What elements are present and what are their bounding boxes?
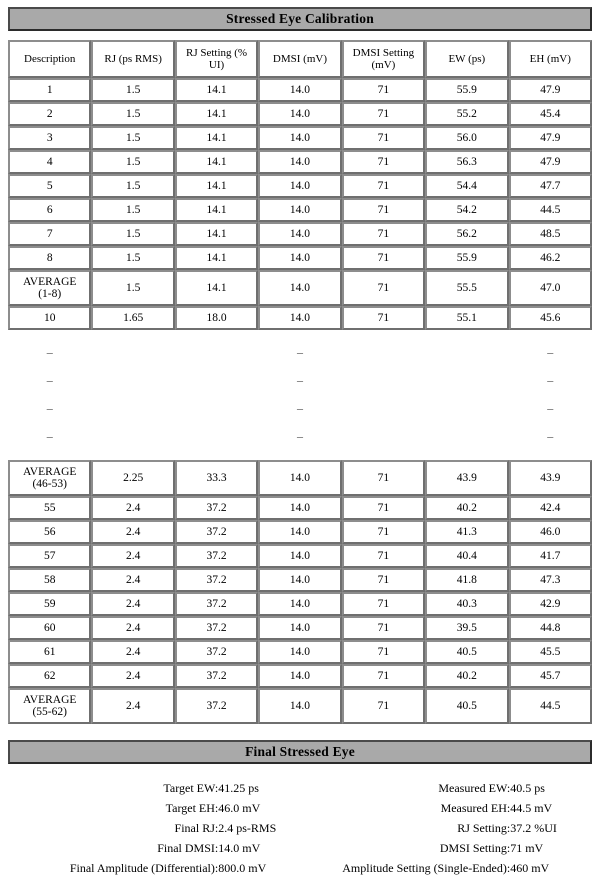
cell-dmsi: 14.0 [258,246,341,270]
final-value-measured-eh: 44.5 mV [510,801,553,815]
cell-ew [425,423,508,451]
cell-dmsi-setting: 71 [342,496,425,520]
cell-dmsi: 14.0 [258,174,341,198]
final-value-final-dmsi: 14.0 mV [218,841,261,855]
cell-description: 62 [8,664,91,688]
column-header-dmsi: DMSI (mV) [258,40,341,78]
cell-description: 1 [8,78,91,102]
cell-dmsi: 14.0 [258,544,341,568]
cell-dmsi-setting [342,339,425,367]
cell-description: 5 [8,174,91,198]
final-row [8,838,592,858]
table-row [8,174,592,198]
cell-rj-setting [175,395,258,423]
cell-dmsi-setting: 71 [342,246,425,270]
cell-rj: 2.4 [91,520,174,544]
cell-dmsi [258,339,341,367]
cell-description: 2 [8,102,91,126]
cell-rj-setting: 18.0 [175,306,258,330]
cell-rj-setting [175,339,258,367]
table-header-row [8,40,592,78]
cell-dmsi-setting: 71 [342,640,425,664]
cell-rj-setting: 14.1 [175,126,258,150]
table-row-average [8,270,592,306]
ellipsis-row [8,395,592,423]
cell-rj-setting: 33.3 [175,460,258,496]
column-header-eh: EH (mV) [509,40,592,78]
cell-eh: 47.9 [509,78,592,102]
cell-ew: 56.0 [425,126,508,150]
ellipsis-row [8,339,592,367]
table-row [8,640,592,664]
table-row [8,102,592,126]
cell-description [8,339,91,367]
final-label-target-eh: Target EH: [165,801,219,815]
cell-dmsi-setting: 71 [342,544,425,568]
cell-ew: 55.9 [425,78,508,102]
calibration-table-bottom [8,460,592,724]
table-row [8,126,592,150]
cell-eh: 44.8 [509,616,592,640]
cell-dmsi: 14.0 [258,640,341,664]
cell-ew: 40.5 [425,640,508,664]
cell-dmsi: 14.0 [258,270,341,306]
cell-description [8,395,91,423]
final-section [8,724,592,878]
final-value-final-rj: 2.4 ps-RMS [218,821,277,835]
cell-dmsi-setting: 71 [342,270,425,306]
cell-dmsi: 14.0 [258,198,341,222]
cell-dmsi: 14.0 [258,126,341,150]
cell-rj: 2.4 [91,544,174,568]
column-header-dmsi-setting: DMSI Setting (mV) [342,40,425,78]
calibration-bottom-body [8,460,592,724]
cell-dmsi: 14.0 [258,592,341,616]
final-label-target-ew: Target EW: [163,781,219,795]
column-header-description: Description [8,40,91,78]
cell-rj: 1.5 [91,150,174,174]
cell-rj: 2.4 [91,664,174,688]
cell-ew [425,339,508,367]
cell-ew: 41.8 [425,568,508,592]
cell-dmsi-setting: 71 [342,592,425,616]
cell-dmsi-setting: 71 [342,102,425,126]
cell-dmsi: 14.0 [258,102,341,126]
table-row-average [8,460,592,496]
table-row [8,198,592,222]
average-label-line2: (46-53) [32,478,67,490]
cell-eh: 46.0 [509,520,592,544]
cell-dmsi: 14.0 [258,222,341,246]
cell-rj: 2.4 [91,616,174,640]
cell-dmsi: 14.0 [258,520,341,544]
cell-eh: 45.5 [509,640,592,664]
average-label-line2: (1-8) [38,288,62,300]
cell-rj: 2.4 [91,688,174,724]
cell-dmsi-setting: 71 [342,520,425,544]
cell-rj-setting: 37.2 [175,568,258,592]
final-summary-table [8,778,592,878]
final-value-measured-ew: 40.5 ps [510,781,545,795]
cell-rj-setting: 14.1 [175,78,258,102]
cell-description: 61 [8,640,91,664]
final-label-amplitude-setting: Amplitude Setting (Single-Ended): [342,861,511,875]
cell-ew [425,367,508,395]
cell-ew: 40.5 [425,688,508,724]
cell-dmsi-setting: 71 [342,664,425,688]
cell-ew: 43.9 [425,460,508,496]
cell-ew: 56.2 [425,222,508,246]
cell-rj: 1.65 [91,306,174,330]
ellipsis-dash: – [296,429,303,444]
cell-dmsi-setting: 71 [342,78,425,102]
cell-dmsi: 14.0 [258,496,341,520]
final-label-final-amplitude: Final Amplitude (Differential): [69,861,219,875]
cell-eh: 47.7 [509,174,592,198]
cell-eh [509,423,592,451]
cell-description: 10 [8,306,91,330]
table-row [8,496,592,520]
calibration-section-title: Stressed Eye Calibration [8,7,592,31]
cell-eh [509,395,592,423]
report-page [0,7,600,875]
cell-eh [509,367,592,395]
table-row [8,568,592,592]
cell-dmsi: 14.0 [258,616,341,640]
cell-eh: 45.7 [509,664,592,688]
cell-rj-setting: 14.1 [175,174,258,198]
final-section-title: Final Stressed Eye [8,740,592,764]
cell-rj: 1.5 [91,102,174,126]
table-row [8,520,592,544]
final-label-final-dmsi: Final DMSI: [157,841,219,855]
cell-ew: 40.3 [425,592,508,616]
cell-rj [91,367,174,395]
ellipsis-dash: – [46,373,53,388]
table-row [8,246,592,270]
cell-rj: 2.4 [91,496,174,520]
ellipsis-dash: – [547,429,554,444]
calibration-table-bottom-wrapper [8,460,592,724]
cell-eh: 47.3 [509,568,592,592]
cell-description: 4 [8,150,91,174]
cell-eh: 47.9 [509,126,592,150]
cell-description [8,423,91,451]
table-row [8,222,592,246]
cell-description: 60 [8,616,91,640]
table-row [8,592,592,616]
cell-ew: 40.2 [425,496,508,520]
cell-ew: 55.1 [425,306,508,330]
cell-description: 56 [8,520,91,544]
cell-dmsi-setting: 71 [342,222,425,246]
cell-rj-setting: 37.2 [175,664,258,688]
ellipsis-dash: – [547,401,554,416]
cell-rj: 1.5 [91,126,174,150]
cell-dmsi: 14.0 [258,664,341,688]
final-value-target-eh: 46.0 mV [218,801,261,815]
cell-rj-setting: 14.1 [175,246,258,270]
ellipsis-body [8,339,592,451]
cell-dmsi-setting: 71 [342,460,425,496]
cell-ew: 41.3 [425,520,508,544]
cell-ew: 39.5 [425,616,508,640]
cell-rj-setting: 37.2 [175,592,258,616]
final-label-measured-eh: Measured EH: [440,801,511,815]
final-label-measured-ew: Measured EW: [438,781,511,795]
final-label-final-rj: Final RJ: [174,821,219,835]
final-value-dmsi-setting: 71 mV [510,841,544,855]
cell-description: 8 [8,246,91,270]
ellipsis-dash: – [46,429,53,444]
cell-eh: 43.9 [509,460,592,496]
ellipsis-dash: – [296,345,303,360]
cell-rj [91,339,174,367]
cell-description: 57 [8,544,91,568]
cell-dmsi-setting: 71 [342,568,425,592]
cell-eh: 45.4 [509,102,592,126]
cell-rj-setting: 14.1 [175,150,258,174]
calibration-ellipsis-wrapper [8,339,592,451]
cell-dmsi: 14.0 [258,568,341,592]
average-label-line1: AVERAGE [22,275,77,288]
final-label-dmsi-setting: DMSI Setting: [439,841,511,855]
calibration-ellipsis-table [8,339,592,451]
cell-description: 59 [8,592,91,616]
cell-description [8,688,91,724]
final-row [8,858,592,878]
cell-eh: 44.5 [509,688,592,724]
table-row-average [8,688,592,724]
cell-rj: 2.4 [91,640,174,664]
average-label-line1: AVERAGE [22,465,77,478]
ellipsis-dash: – [296,373,303,388]
cell-ew: 54.4 [425,174,508,198]
cell-rj-setting: 37.2 [175,640,258,664]
cell-eh [509,339,592,367]
calibration-table-top-wrapper [8,40,592,330]
cell-rj: 2.4 [91,592,174,616]
cell-dmsi-setting: 71 [342,174,425,198]
cell-dmsi [258,395,341,423]
cell-rj: 1.5 [91,222,174,246]
ellipsis-row [8,367,592,395]
cell-rj-setting: 37.2 [175,496,258,520]
cell-dmsi-setting [342,367,425,395]
table-row [8,544,592,568]
cell-description: 7 [8,222,91,246]
cell-ew: 55.2 [425,102,508,126]
cell-eh: 47.0 [509,270,592,306]
cell-eh: 42.9 [509,592,592,616]
cell-description: 6 [8,198,91,222]
average-label-line1: AVERAGE [22,693,77,706]
cell-rj-setting: 14.1 [175,198,258,222]
cell-rj-setting [175,423,258,451]
final-value-target-ew: 41.25 ps [218,781,259,795]
cell-dmsi-setting [342,395,425,423]
calibration-top-body [8,78,592,330]
cell-rj [91,395,174,423]
ellipsis-dash: – [547,373,554,388]
final-row [8,818,592,838]
cell-eh: 48.5 [509,222,592,246]
final-summary-body [8,778,592,878]
cell-ew: 40.4 [425,544,508,568]
cell-description: 55 [8,496,91,520]
cell-rj-setting: 14.1 [175,222,258,246]
cell-dmsi [258,423,341,451]
cell-dmsi: 14.0 [258,460,341,496]
final-row [8,778,592,798]
ellipsis-dash: – [46,401,53,416]
cell-dmsi: 14.0 [258,78,341,102]
average-label-line2: (55-62) [32,706,67,718]
ellipsis-dash: – [296,401,303,416]
cell-description: 58 [8,568,91,592]
cell-rj: 1.5 [91,246,174,270]
cell-rj-setting: 37.2 [175,616,258,640]
cell-rj: 1.5 [91,78,174,102]
cell-ew: 40.2 [425,664,508,688]
ellipsis-dash: – [547,345,554,360]
cell-eh: 47.9 [509,150,592,174]
cell-dmsi-setting: 71 [342,688,425,724]
cell-rj-setting: 37.2 [175,544,258,568]
cell-rj: 1.5 [91,270,174,306]
cell-dmsi-setting [342,423,425,451]
cell-ew: 55.9 [425,246,508,270]
column-header-ew: EW (ps) [425,40,508,78]
cell-ew: 54.2 [425,198,508,222]
cell-rj: 1.5 [91,198,174,222]
cell-description [8,270,91,306]
cell-rj: 2.25 [91,460,174,496]
cell-dmsi-setting: 71 [342,126,425,150]
table-row [8,664,592,688]
cell-rj: 1.5 [91,174,174,198]
cell-dmsi: 14.0 [258,306,341,330]
cell-rj-setting: 37.2 [175,688,258,724]
cell-ew: 55.5 [425,270,508,306]
final-value-amplitude-setting: 460 mV [510,861,550,875]
ellipsis-row [8,423,592,451]
cell-description [8,367,91,395]
cell-eh: 45.6 [509,306,592,330]
calibration-table-top [8,40,592,330]
cell-dmsi-setting: 71 [342,150,425,174]
cell-rj-setting: 14.1 [175,102,258,126]
cell-eh: 46.2 [509,246,592,270]
final-label-rj-setting: RJ Setting: [457,821,511,835]
cell-dmsi-setting: 71 [342,616,425,640]
table-row [8,616,592,640]
ellipsis-dash: – [46,345,53,360]
cell-eh: 41.7 [509,544,592,568]
cell-dmsi [258,367,341,395]
cell-eh: 44.5 [509,198,592,222]
final-row [8,798,592,818]
cell-ew: 56.3 [425,150,508,174]
table-row [8,306,592,330]
cell-rj: 2.4 [91,568,174,592]
cell-rj-setting [175,367,258,395]
cell-dmsi: 14.0 [258,150,341,174]
cell-ew [425,395,508,423]
cell-description [8,460,91,496]
column-header-rj: RJ (ps RMS) [91,40,174,78]
column-header-rj-setting: RJ Setting (% UI) [175,40,258,78]
table-row [8,78,592,102]
cell-description: 3 [8,126,91,150]
cell-rj-setting: 14.1 [175,270,258,306]
cell-rj [91,423,174,451]
cell-dmsi-setting: 71 [342,198,425,222]
cell-rj-setting: 37.2 [175,520,258,544]
final-value-final-amplitude: 800.0 mV [218,861,267,875]
table-row [8,150,592,174]
final-value-rj-setting: 37.2 %UI [510,821,557,835]
cell-eh: 42.4 [509,496,592,520]
cell-dmsi: 14.0 [258,688,341,724]
cell-dmsi-setting: 71 [342,306,425,330]
